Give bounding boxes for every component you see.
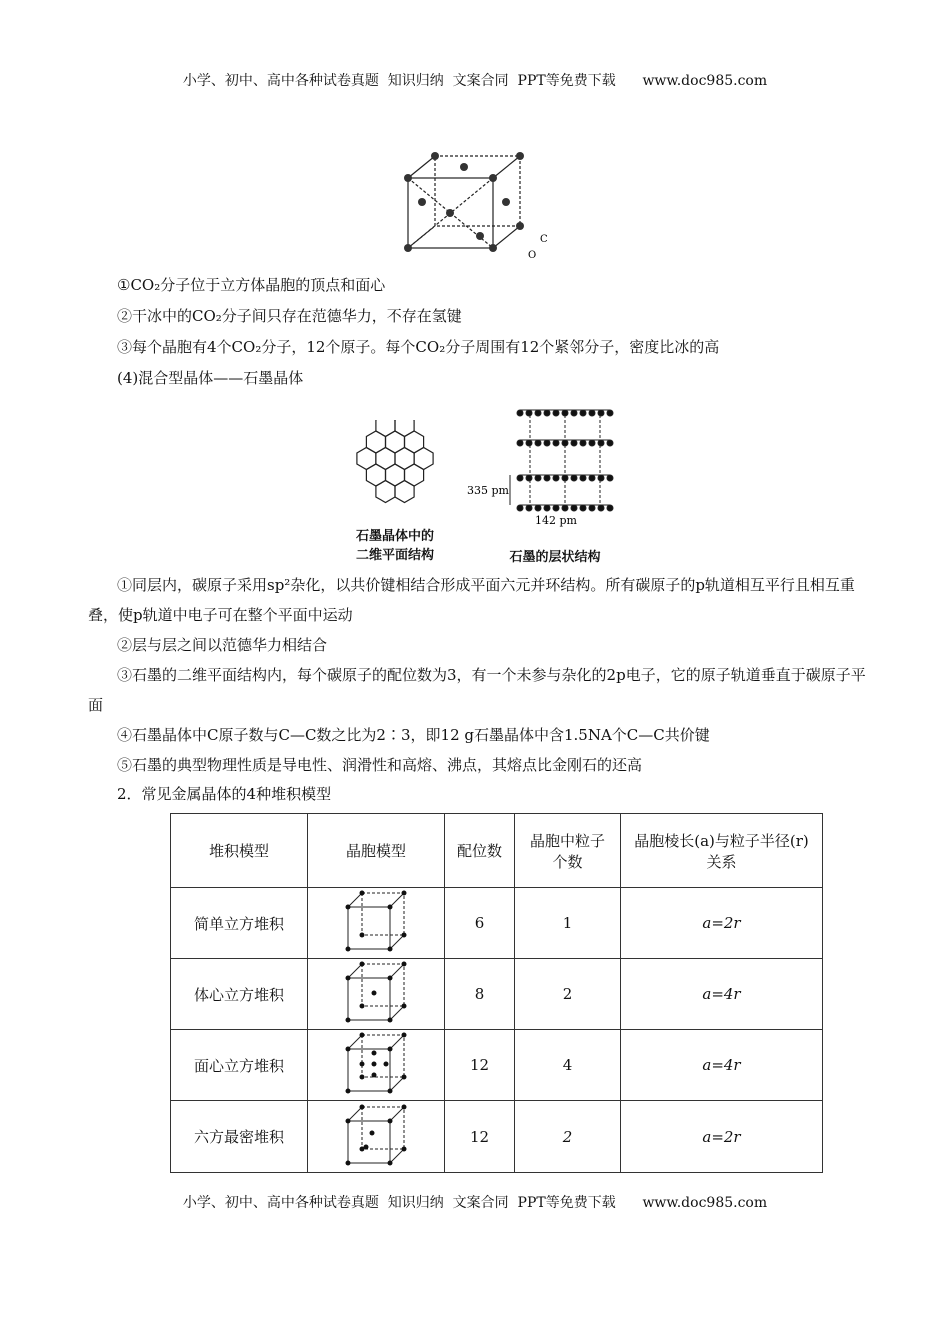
table-cell: 4 xyxy=(515,1030,621,1101)
table-cell: 体心立方堆积 xyxy=(171,959,308,1030)
graphite-point-5: ⑤石墨的典型物理性质是导电性、润滑性和高熔、沸点，其熔点比金刚石的还高 xyxy=(117,756,643,774)
label-142pm: 142 pm xyxy=(535,514,577,527)
page-header: 小学、初中、高中各种试卷真题 知识归纳 文案合同 PPT等免费下载 www.doc985.com xyxy=(182,73,768,89)
header-cell: 配位数 xyxy=(445,814,515,888)
table-cell: 2 xyxy=(515,959,621,1030)
table-cell: a=4r xyxy=(621,1030,823,1101)
table-cell: 6 xyxy=(445,888,515,959)
page-footer: 小学、初中、高中各种试卷真题 知识归纳 文案合同 PPT等免费下载 www.doc985.com xyxy=(182,1195,768,1211)
cell-model-image xyxy=(308,1030,445,1101)
table-cell: 12 xyxy=(445,1101,515,1173)
table-row xyxy=(171,1030,823,1101)
graphite-point-3: ③石墨的二维平面结构内，每个碳原子的配位数为3，有一个未参与杂化的2p电子，它的原子轨道垂直于碳原子平面 xyxy=(88,666,866,714)
table-row xyxy=(171,959,823,1030)
graphite-layered-figure xyxy=(465,400,615,530)
table-cell: a=2r xyxy=(621,888,823,959)
oxygen-label: O xyxy=(528,250,537,261)
header-cell: 晶胞棱长(a)与粒子半径(r)关系 xyxy=(621,814,823,888)
table-cell: 简单立方堆积 xyxy=(171,888,308,959)
graphite-point-4: ④石墨晶体中C原子数与C—C数之比为2∶3，即12 g石墨晶体中含1.5NA个C—C共价键 xyxy=(117,726,710,744)
label-335pm: 335 pm xyxy=(467,484,509,497)
table-cell: a=2r xyxy=(621,1101,823,1173)
graphite-point-1: ①同层内，碳原子采用sp²杂化，以共价键相结合形成平面六元并环结构。所有碳原子的p轨道相互平行且相互重叠，使p轨道中电子可在整个平面中运动 xyxy=(88,576,855,624)
co2-point-3: ③每个晶胞有4个CO₂分子，12个原子。每个CO₂分子周围有12个紧邻分子，密度比冰的高 xyxy=(117,338,720,356)
caption-2d-line2: 二维平面结构 xyxy=(355,548,434,563)
unit-cell-icon xyxy=(344,960,408,1024)
table-row xyxy=(171,888,823,959)
metal-packing-table xyxy=(170,813,823,1173)
co2-unit-cell-figure xyxy=(400,148,550,263)
caption-2d-line1: 石墨晶体中的 xyxy=(355,529,434,544)
table-header-row xyxy=(171,814,823,888)
caption-layered: 石墨的层状结构 xyxy=(509,550,601,565)
graphite-2d-figure xyxy=(340,420,450,520)
section-2-heading: 2．常见金属晶体的4种堆积模型 xyxy=(117,785,332,803)
cell-model-image xyxy=(308,888,445,959)
unit-cell-icon xyxy=(344,889,408,953)
table-cell: 六方最密堆积 xyxy=(171,1101,308,1173)
co2-point-1: ①CO₂分子位于立方体晶胞的顶点和面心 xyxy=(117,276,386,294)
table-cell: 1 xyxy=(515,888,621,959)
table-row xyxy=(171,1101,823,1173)
table-cell: 2 xyxy=(515,1101,621,1173)
table-cell: 8 xyxy=(445,959,515,1030)
header-cell: 晶胞模型 xyxy=(308,814,445,888)
table-cell: 面心立方堆积 xyxy=(171,1030,308,1101)
co2-point-2: ②干冰中的CO₂分子间只存在范德华力，不存在氢键 xyxy=(117,307,462,325)
header-cell: 堆积模型 xyxy=(171,814,308,888)
graphite-point-2: ②层与层之间以范德华力相结合 xyxy=(117,636,328,654)
table-cell: 12 xyxy=(445,1030,515,1101)
cell-model-image xyxy=(308,1101,445,1173)
unit-cell-icon xyxy=(344,1103,408,1167)
table-cell: a=4r xyxy=(621,959,823,1030)
cell-model-image xyxy=(308,959,445,1030)
unit-cell-icon xyxy=(344,1031,408,1095)
section-4-heading: (4)混合型晶体——石墨晶体 xyxy=(117,369,304,387)
carbon-label: C xyxy=(540,234,548,245)
header-cell: 晶胞中粒子个数 xyxy=(515,814,621,888)
